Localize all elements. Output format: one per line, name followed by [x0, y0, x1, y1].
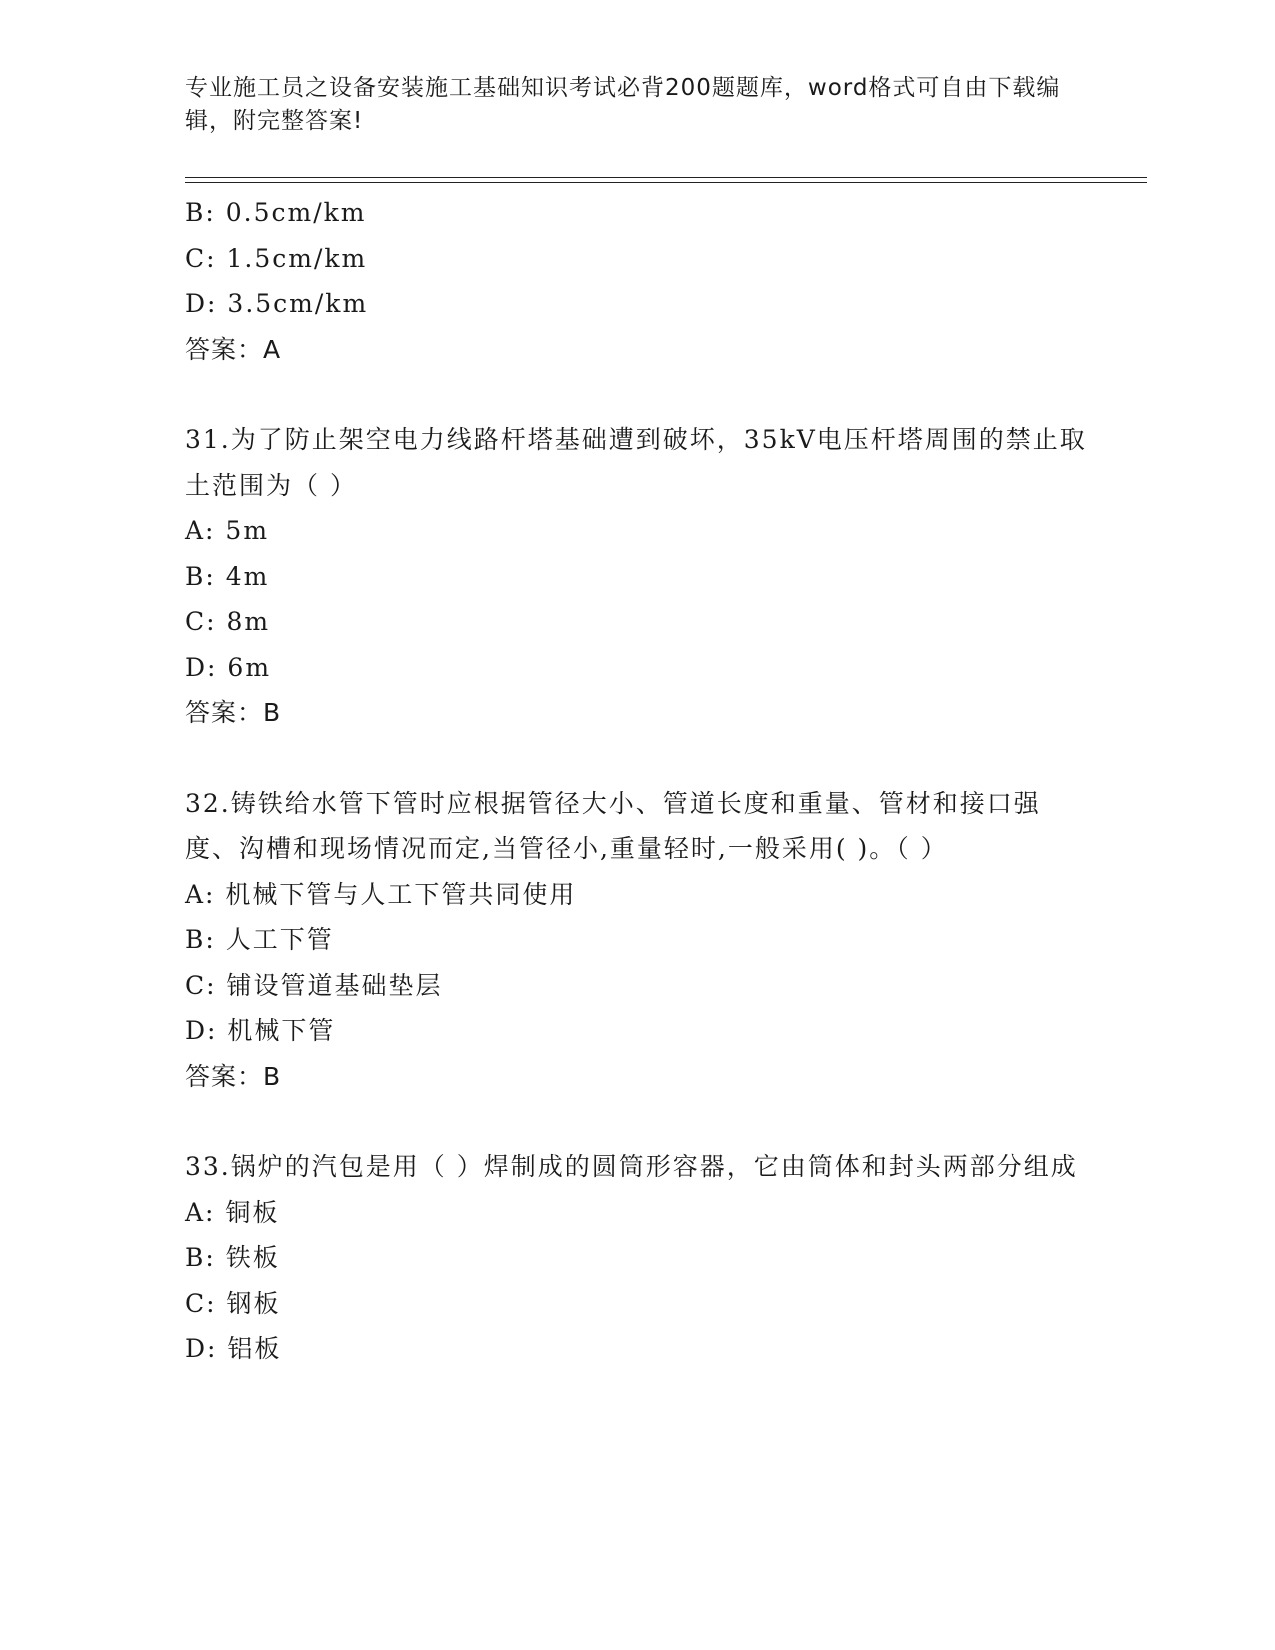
option-b: B: 铁板 — [185, 1243, 280, 1272]
option-a: A: 机械下管与人工下管共同使用 — [185, 879, 577, 909]
option-c: C: 铺设管道基础垫层 — [185, 970, 443, 1000]
answer-label: 答案：B — [185, 1061, 282, 1091]
question-text: 31.为了防止架空电力线路杆塔基础遭到破坏，35kV电压杆塔周围的禁止取土范围为（ ） — [185, 425, 1087, 500]
option-c: C: 1.5cm/km — [185, 243, 368, 273]
question-33 — [185, 1144, 1090, 1372]
option-a: A: 铜板 — [185, 1197, 280, 1227]
option-b: B: 4m — [185, 561, 270, 591]
document-header: 专业施工员之设备安装施工基础知识考试必背200题题库，word格式可自由下载编辑，附完整答案! — [185, 75, 1061, 134]
question-text: 32.铸铁给水管下管时应根据管径大小、管道长度和重量、管材和接口强度、沟槽和现场情况而定,当管径小,重量轻时,一般采用( )。（ ） — [185, 788, 1041, 863]
spacer — [185, 372, 1090, 417]
option-b: B: 人工下管 — [185, 925, 334, 954]
question-text: 33.锅炉的汽包是用（ ）焊制成的圆筒形容器，它由筒体和封头两部分组成 — [185, 1152, 1078, 1181]
option-d: D: 机械下管 — [185, 1016, 336, 1045]
header-divider-bottom — [185, 182, 1147, 183]
spacer — [185, 1099, 1090, 1144]
spacer — [185, 736, 1090, 781]
option-c: C: 8m — [185, 607, 271, 636]
question-32 — [185, 781, 1090, 1100]
option-a: A: 5m — [185, 516, 270, 545]
option-d: D: 铝板 — [185, 1334, 282, 1363]
question-31 — [185, 417, 1090, 736]
option-d: D: 6m — [185, 652, 272, 682]
option-c: C: 钢板 — [185, 1288, 281, 1318]
prev-question-block — [185, 190, 1090, 372]
option-b: B: 0.5cm/km — [185, 198, 367, 227]
document-body — [185, 190, 1090, 1372]
header-divider-top — [185, 177, 1147, 178]
answer-label: 答案：B — [185, 698, 282, 727]
answer-label: 答案：A — [185, 334, 282, 364]
option-d: D: 3.5cm/km — [185, 289, 369, 318]
